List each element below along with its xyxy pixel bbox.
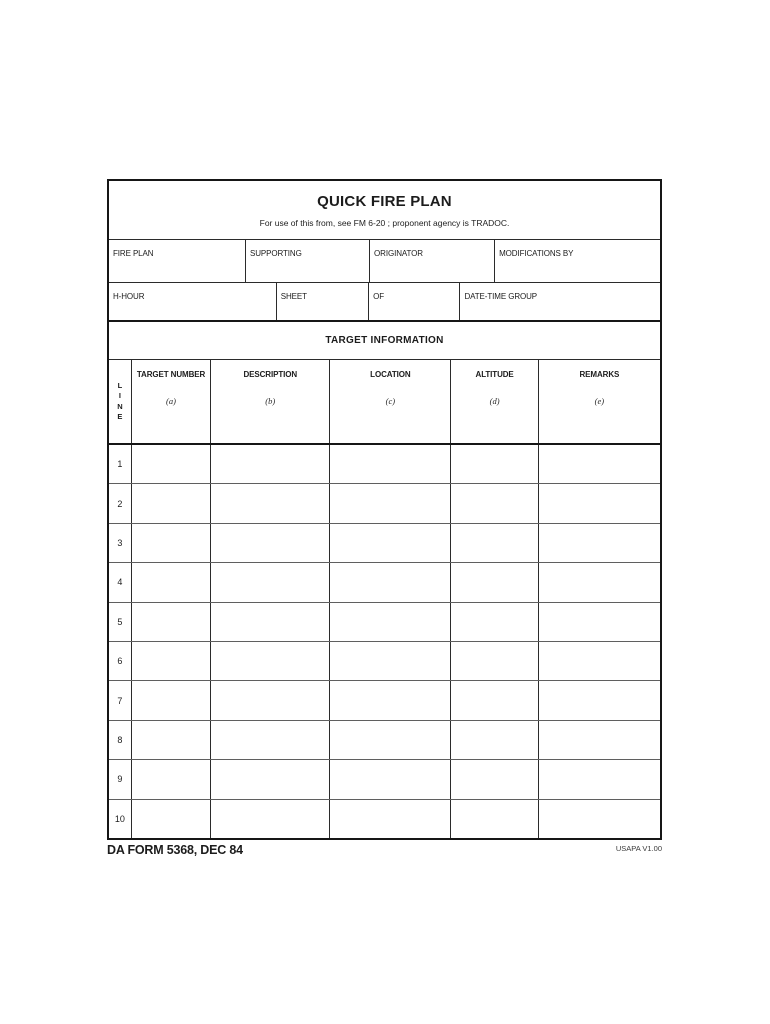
field-label-fire-plan: FIRE PLAN bbox=[113, 249, 154, 258]
target-table-header bbox=[109, 360, 660, 445]
column-letter: (e) bbox=[594, 396, 605, 406]
column-header-description bbox=[211, 360, 330, 443]
cell-description-row-4[interactable] bbox=[211, 563, 330, 601]
column-label: REMARKS bbox=[579, 370, 620, 379]
header-field-row-2 bbox=[109, 283, 660, 322]
cell-location-row-1[interactable] bbox=[330, 445, 451, 483]
cell-description-row-5[interactable] bbox=[211, 603, 330, 641]
line-number: 2 bbox=[109, 484, 132, 522]
cell-location-row-6[interactable] bbox=[330, 642, 451, 680]
field-h-hour[interactable] bbox=[109, 283, 277, 320]
column-header-remarks bbox=[539, 360, 660, 443]
cell-altitude-row-8[interactable] bbox=[451, 721, 538, 759]
table-row bbox=[109, 563, 660, 602]
form-footer bbox=[107, 843, 662, 857]
cell-altitude-row-7[interactable] bbox=[451, 681, 538, 719]
header-field-row-1 bbox=[109, 240, 660, 283]
table-row bbox=[109, 445, 660, 484]
field-date-time-group[interactable] bbox=[460, 283, 660, 320]
table-row bbox=[109, 603, 660, 642]
line-number: 4 bbox=[109, 563, 132, 601]
cell-location-row-7[interactable] bbox=[330, 681, 451, 719]
column-header-altitude bbox=[451, 360, 538, 443]
section-band bbox=[109, 322, 660, 360]
cell-remarks-row-5[interactable] bbox=[539, 603, 660, 641]
cell-altitude-row-10[interactable] bbox=[451, 800, 538, 838]
section-title: TARGET INFORMATION bbox=[325, 335, 444, 346]
cell-description-row-2[interactable] bbox=[211, 484, 330, 522]
form-subtitle: For use of this from, see FM 6-20 ; proponent agency is TRADOC. bbox=[259, 217, 510, 228]
field-fire-plan[interactable] bbox=[109, 240, 246, 282]
cell-target-number-row-2[interactable] bbox=[132, 484, 211, 522]
field-label-sheet: SHEET bbox=[280, 292, 307, 301]
cell-target-number-row-8[interactable] bbox=[132, 721, 211, 759]
field-modifications-by[interactable] bbox=[495, 240, 660, 282]
column-label: TARGET NUMBER bbox=[136, 370, 206, 379]
cell-target-number-row-10[interactable] bbox=[132, 800, 211, 838]
line-number: 8 bbox=[109, 721, 132, 759]
column-header-location bbox=[330, 360, 451, 443]
column-letter: (c) bbox=[385, 396, 396, 406]
line-number: 10 bbox=[109, 800, 132, 838]
cell-remarks-row-4[interactable] bbox=[539, 563, 660, 601]
table-row bbox=[109, 721, 660, 760]
line-letter: E bbox=[117, 412, 123, 421]
cell-altitude-row-2[interactable] bbox=[451, 484, 538, 522]
line-letter: L bbox=[117, 380, 123, 390]
column-header-target-number bbox=[132, 360, 211, 443]
line-number: 7 bbox=[109, 681, 132, 719]
cell-description-row-10[interactable] bbox=[211, 800, 330, 838]
line-number: 9 bbox=[109, 760, 132, 798]
line-number: 6 bbox=[109, 642, 132, 680]
cell-remarks-row-2[interactable] bbox=[539, 484, 660, 522]
column-letter: (b) bbox=[265, 396, 276, 406]
cell-remarks-row-6[interactable] bbox=[539, 642, 660, 680]
cell-target-number-row-9[interactable] bbox=[132, 760, 211, 798]
field-label-of: OF bbox=[373, 292, 385, 301]
line-letter: N bbox=[117, 401, 123, 411]
cell-location-row-10[interactable] bbox=[330, 800, 451, 838]
field-label-h-hour: H-HOUR bbox=[113, 292, 145, 301]
cell-altitude-row-3[interactable] bbox=[451, 524, 538, 562]
cell-location-row-3[interactable] bbox=[330, 524, 451, 562]
table-row bbox=[109, 642, 660, 681]
title-block bbox=[109, 181, 660, 240]
cell-description-row-1[interactable] bbox=[211, 445, 330, 483]
cell-location-row-9[interactable] bbox=[330, 760, 451, 798]
quick-fire-plan-form bbox=[107, 179, 662, 840]
line-number: 1 bbox=[109, 445, 132, 483]
table-row bbox=[109, 681, 660, 720]
field-sheet[interactable] bbox=[277, 283, 369, 320]
line-letter: I bbox=[118, 391, 121, 400]
table-row bbox=[109, 800, 660, 838]
field-supporting[interactable] bbox=[246, 240, 370, 282]
cell-location-row-2[interactable] bbox=[330, 484, 451, 522]
column-label: DESCRIPTION bbox=[243, 370, 298, 379]
column-letter: (a) bbox=[166, 396, 176, 406]
cell-remarks-row-9[interactable] bbox=[539, 760, 660, 798]
cell-target-number-row-1[interactable] bbox=[132, 445, 211, 483]
cell-remarks-row-1[interactable] bbox=[539, 445, 660, 483]
cell-location-row-8[interactable] bbox=[330, 721, 451, 759]
cell-description-row-3[interactable] bbox=[211, 524, 330, 562]
version-label: USAPA V1.00 bbox=[615, 844, 662, 853]
field-label-supporting: SUPPORTING bbox=[249, 249, 302, 258]
line-number: 3 bbox=[109, 524, 132, 562]
cell-target-number-row-3[interactable] bbox=[132, 524, 211, 562]
form-number: DA FORM 5368, DEC 84 bbox=[107, 843, 243, 857]
table-row bbox=[109, 484, 660, 523]
field-originator[interactable] bbox=[370, 240, 495, 282]
cell-altitude-row-1[interactable] bbox=[451, 445, 538, 483]
cell-target-number-row-5[interactable] bbox=[132, 603, 211, 641]
table-row bbox=[109, 760, 660, 799]
cell-remarks-row-8[interactable] bbox=[539, 721, 660, 759]
column-label: ALTITUDE bbox=[475, 370, 514, 379]
line-number: 5 bbox=[109, 603, 132, 641]
cell-description-row-9[interactable] bbox=[211, 760, 330, 798]
field-label-modifications-by: MODIFICATIONS BY bbox=[499, 249, 574, 258]
cell-target-number-row-4[interactable] bbox=[132, 563, 211, 601]
cell-remarks-row-3[interactable] bbox=[539, 524, 660, 562]
cell-location-row-5[interactable] bbox=[330, 603, 451, 641]
field-label-date-time-group: DATE-TIME GROUP bbox=[464, 292, 538, 301]
cell-remarks-row-10[interactable] bbox=[539, 800, 660, 838]
cell-description-row-8[interactable] bbox=[211, 721, 330, 759]
cell-target-number-row-7[interactable] bbox=[132, 681, 211, 719]
cell-remarks-row-7[interactable] bbox=[539, 681, 660, 719]
field-of[interactable] bbox=[369, 283, 460, 320]
table-row bbox=[109, 524, 660, 563]
cell-altitude-row-9[interactable] bbox=[451, 760, 538, 798]
target-table-body bbox=[109, 445, 660, 838]
column-header-line bbox=[109, 360, 132, 443]
form-title: QUICK FIRE PLAN bbox=[317, 192, 452, 210]
cell-description-row-6[interactable] bbox=[211, 642, 330, 680]
field-label-originator: ORIGINATOR bbox=[374, 249, 423, 258]
cell-altitude-row-4[interactable] bbox=[451, 563, 538, 601]
cell-location-row-4[interactable] bbox=[330, 563, 451, 601]
column-label: LOCATION bbox=[370, 370, 411, 379]
cell-altitude-row-5[interactable] bbox=[451, 603, 538, 641]
cell-description-row-7[interactable] bbox=[211, 681, 330, 719]
cell-altitude-row-6[interactable] bbox=[451, 642, 538, 680]
column-letter: (d) bbox=[489, 396, 500, 406]
cell-target-number-row-6[interactable] bbox=[132, 642, 211, 680]
